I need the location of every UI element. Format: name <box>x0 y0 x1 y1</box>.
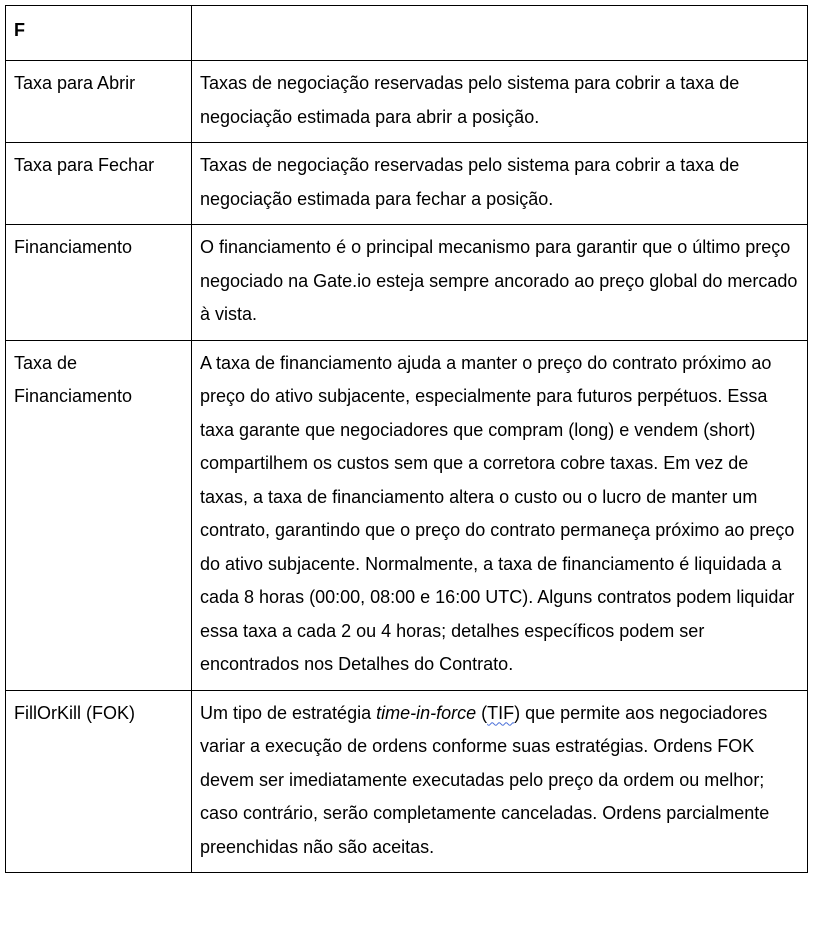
table-row <box>6 143 808 225</box>
header-empty-cell <box>192 6 808 61</box>
definition-cell <box>192 690 808 873</box>
table-row <box>6 340 808 690</box>
section-letter-cell <box>6 6 192 61</box>
definition-cell: A taxa de financiamento ajuda a manter o preço do contrato próximo ao preço do ativo subjacente, especialmente para futuros perpétuos. Essa taxa garante que negociadores que compram (long) e vendem (short) compartilhem os custos sem que a corretora cobre taxas. Em vez de taxas, a taxa de financiamento altera o custo ou o lucro de manter um contrato, garantindo que o preço do contrato permaneça próximo ao preço do ativo subjacente. Normalmente, a taxa de financiamento é liquidada a cada 8 horas (00:00, 08:00 e 16:00 UTC). Alguns contratos podem liquidar essa taxa a cada 2 ou 4 horas; detalhes específicos podem ser encontrados nos Detalhes do Contrato. <box>192 340 808 690</box>
term-cell: Taxa para Abrir <box>6 61 192 143</box>
term-cell: Taxa para Fechar <box>6 143 192 225</box>
definition-cell: Taxas de negociação reservadas pelo sistema para cobrir a taxa de negociação estimada para fechar a posição. <box>192 143 808 225</box>
term-cell: Financiamento <box>6 225 192 341</box>
table-row <box>6 61 808 143</box>
term-cell: Taxa de Financiamento <box>6 340 192 690</box>
definition-text-after: ) que permite aos negociadores variar a execução de ordens conforme suas estratégias. Ordens FOK devem ser imediatamente executadas pelo preço da ordem ou melhor; caso contrário, serão completamente canceladas. Ordens parcialmente preenchidas não são aceitas. <box>200 702 770 857</box>
spellcheck-abbr: TIF <box>487 702 515 723</box>
definition-cell: O financiamento é o principal mecanismo para garantir que o último preço negociado na Gate.io esteja sempre ancorado ao preço global do mercado à vista. <box>192 225 808 341</box>
table-header-row <box>6 6 808 61</box>
table-row <box>6 225 808 341</box>
definition-cell: Taxas de negociação reservadas pelo sistema para cobrir a taxa de negociação estimada para abrir a posição. <box>192 61 808 143</box>
definition-text-before: Um tipo de estratégia <box>200 702 377 723</box>
table-row <box>6 690 808 873</box>
definition-italic-term: time-in-force <box>376 702 477 723</box>
section-letter: F <box>14 20 25 40</box>
definition-paren-open: ( <box>476 702 488 723</box>
term-cell: FillOrKill (FOK) <box>6 690 192 873</box>
glossary-table <box>5 5 808 873</box>
